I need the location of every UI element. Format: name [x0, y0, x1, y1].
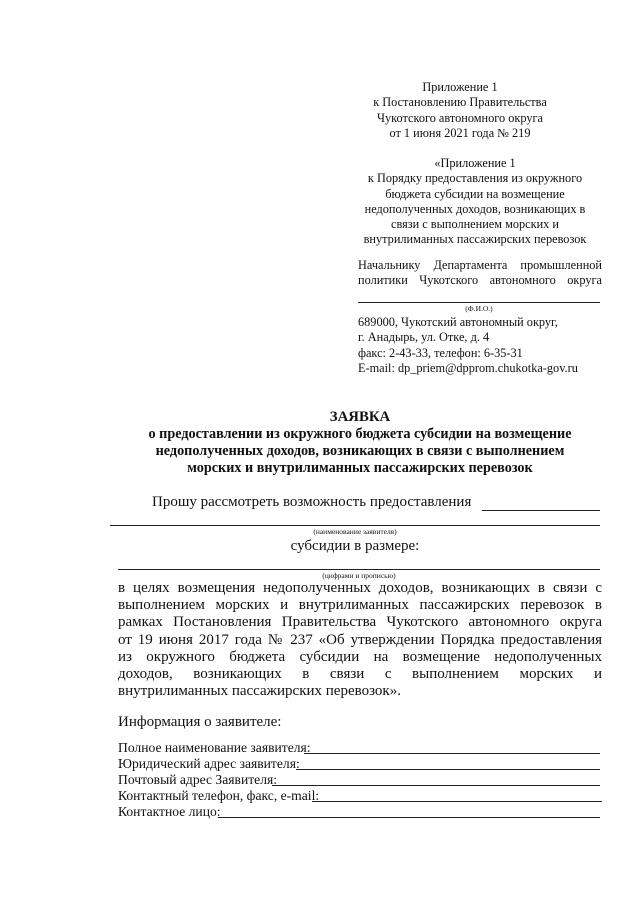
- annex-line: недополученных доходов, возникающих в: [364, 201, 586, 216]
- body-line: рамках Постановления Правительства Чукотского автономного округа: [118, 614, 602, 631]
- amount-caption: (цифрами и прописью): [322, 571, 396, 580]
- field-underline[interactable]: [312, 801, 602, 802]
- request-body: [118, 580, 602, 700]
- annex-line: от 1 июня 2021 года № 219: [389, 125, 531, 140]
- fio-caption: (Ф.И.О.): [465, 304, 493, 313]
- field-label: Почтовый адрес Заявителя:: [118, 772, 278, 787]
- fio-underline: [358, 302, 600, 303]
- body-line: из окружного бюджета субсидии на возмещение недополученных: [118, 648, 602, 665]
- title-main: ЗАЯВКА: [329, 409, 391, 425]
- request-text: Прошу рассмотреть возможность предоставления: [152, 494, 472, 510]
- addressee-block: [358, 258, 602, 289]
- annex-header: [340, 80, 580, 141]
- applicant-info-heading: Информация о заявителе:: [118, 714, 282, 730]
- field-underline[interactable]: [272, 785, 600, 786]
- annex-line: к Постановлению Правительства: [373, 95, 547, 110]
- annex-line: «Приложение 1: [434, 156, 516, 170]
- address-line: E-mail: dp_priem@dpprom.chukotka-gov.ru: [358, 360, 578, 375]
- body-line: выполнением морских и внутрилиманных пассажирских перевозок в: [118, 597, 602, 614]
- annex-line: к Порядку предоставления из окружного: [367, 171, 583, 186]
- department-address: [358, 315, 618, 376]
- addressee-line: политики Чукотского автономного округа: [358, 273, 602, 288]
- annex-line: Приложение 1: [422, 80, 498, 94]
- body-line: в целях возмещения недополученных доходов, возникающих в связи с: [118, 580, 602, 596]
- address-line: г. Анадырь, ул. Отке, д. 4: [358, 330, 490, 345]
- field-label: Полное наименование заявителя:: [118, 740, 311, 755]
- field-underline[interactable]: [218, 817, 600, 818]
- title-line: о предоставлении из окружного бюджета субсидии на возмещение: [148, 426, 572, 442]
- address-line: 689000, Чукотский автономный округ,: [358, 315, 558, 329]
- request-blank-underline: [482, 510, 600, 511]
- body-line: от 19 июня 2017 года № 237 «Об утверждении Порядка предоставления: [118, 631, 602, 648]
- subsidy-amount-label: субсидии в размере:: [290, 538, 420, 554]
- title-line: морских и внутрилиманных пассажирских перевозок: [187, 460, 533, 476]
- document-title: [100, 409, 620, 477]
- field-label: Юридический адрес заявителя:: [118, 756, 300, 771]
- procedure-annex-header: [350, 156, 600, 248]
- body-line: внутрилиманных пассажирских перевозок».: [118, 683, 401, 700]
- field-label: Контактное лицо:: [118, 804, 221, 819]
- applicant-caption: (наименование заявителя): [313, 527, 397, 536]
- applicant-name-underline: [110, 525, 600, 526]
- amount-underline: [118, 569, 600, 570]
- address-line: факс: 2-43-33, телефон: 6-35-31: [358, 345, 523, 360]
- field-label: Контактный телефон, факс, e-mail:: [118, 788, 320, 803]
- annex-line: внутрилиманных пассажирских перевозок: [363, 232, 587, 247]
- annex-line: бюджета субсидии на возмещение: [385, 186, 565, 201]
- body-line: доходов, возникающих в связи с выполнением морских и: [118, 666, 602, 683]
- field-underline[interactable]: [304, 753, 600, 754]
- addressee-line: Начальнику Департамента промышленной: [358, 258, 602, 272]
- annex-line: Чукотского автономного округа: [377, 110, 543, 125]
- title-line: недополученных доходов, возникающих в связи с выполнением: [155, 443, 565, 459]
- field-underline[interactable]: [296, 769, 600, 770]
- annex-line: связи с выполнением морских и: [391, 217, 559, 232]
